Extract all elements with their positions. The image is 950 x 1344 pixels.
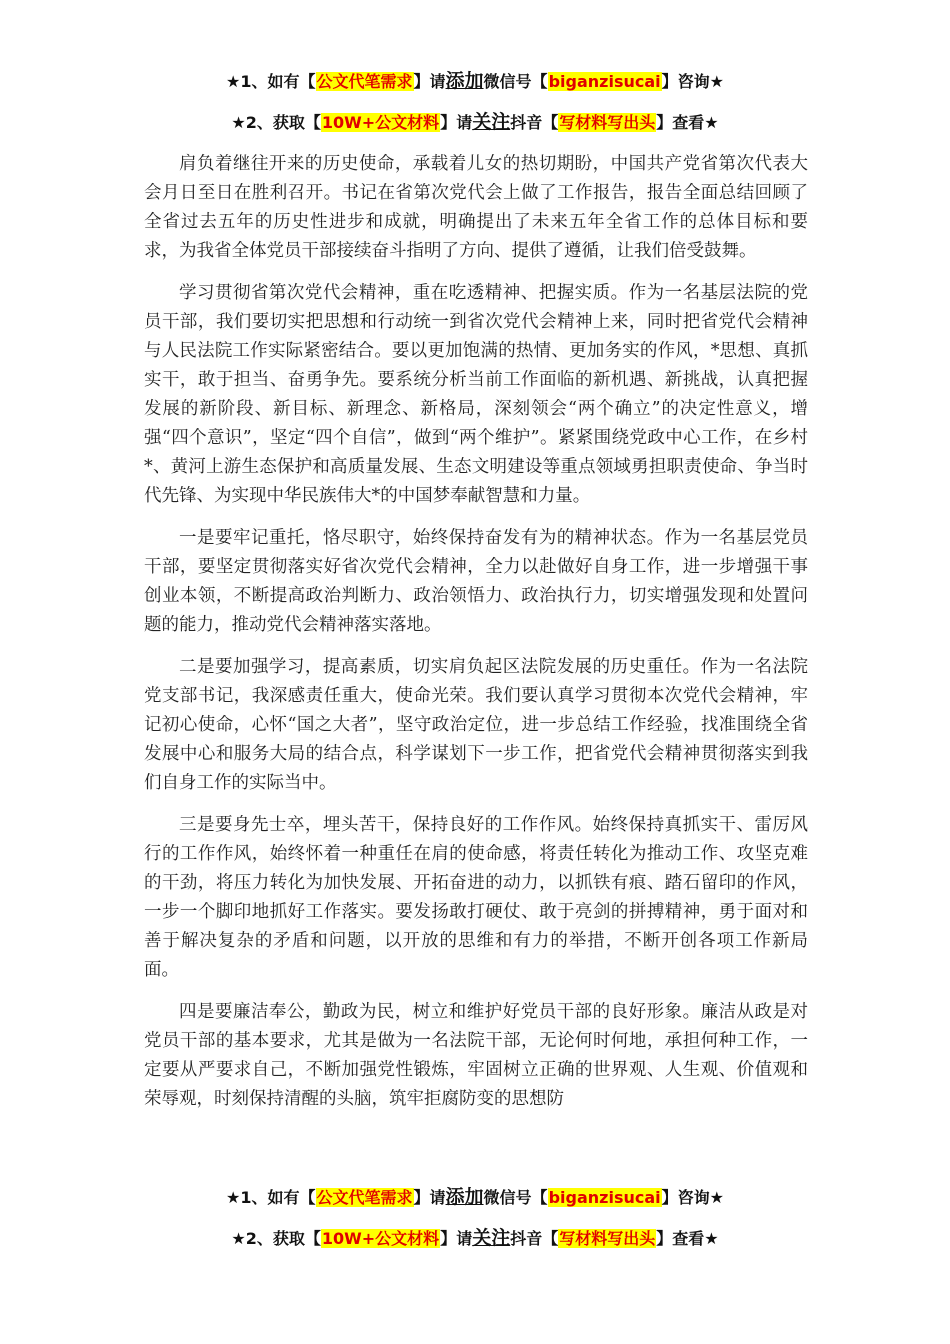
banner-prefix: ★1、如有【 [226, 1188, 316, 1207]
banner-emphasis: 关注 [472, 1227, 511, 1249]
banner-text: 抖音【 [510, 113, 559, 132]
banner-suffix: 】咨询★ [661, 72, 724, 91]
banner-highlight: 公文代笔需求 [316, 72, 413, 91]
banner-emphasis: 关注 [472, 111, 511, 133]
banner-emphasis: 添加 [445, 70, 484, 92]
header-banner-line-1 [0, 70, 950, 93]
paragraph-study: 学习贯彻省第次党代会精神，重在吃透精神、把握实质。作为一名基层法院的党员干部，我们要切实把思想和行动统一到省次党代会精神上来，同时把省党代会精神与人民法院工作实际紧密结合。要以更加饱满的热情、更加务实的作风，*思想、真抓实干，敢于担当、奋勇争先。要系统分析当前工作面临的新机遇、新挑战，认真把握发展的新阶段、新目标、新理念、新格局，深刻领会“两个确立”的决定性意义，增强“四个意识”，坚定“四个自信”，做到“两个维护”。紧紧围绕党政中心工作，在乡村*、黄河上游生态保护和高质量发展、生态文明建设等重点领域勇担职责使命、争当时代先锋、为实现中华民族伟大*的中国梦奉献智慧和力量。 [144, 283, 808, 506]
banner-highlight: 公文代笔需求 [316, 1188, 413, 1207]
banner-suffix: 】查看★ [656, 1229, 719, 1248]
banner-text: 微信号【 [483, 1188, 548, 1207]
banner-highlight: 10W+公文材料 [321, 113, 440, 132]
banner-prefix: ★2、获取【 [231, 1229, 321, 1248]
banner-text: 】请 [413, 1188, 446, 1207]
footer-banner-line-1 [0, 1186, 950, 1209]
banner-prefix: ★1、如有【 [226, 72, 316, 91]
banner-text: 抖音【 [510, 1229, 559, 1248]
paragraph-point-3: 三是要身先士卒，埋头苦干，保持良好的工作作风。始终保持真抓实干、雷厉风行的工作作风，始终怀着一种重任在肩的使命感，将责任转化为推动工作、攻坚克难的干劲，将压力转化为加快发展、开拓奋进的动力，以抓铁有痕、踏石留印的作风，一步一个脚印地抓好工作落实。要发扬敢打硬仗、敢于亮剑的拼搏精神，勇于面对和善于解决复杂的矛盾和问题，以开放的思维和有力的举措，不断开创各项工作新局面。 [144, 815, 808, 980]
banner-prefix: ★2、获取【 [231, 113, 321, 132]
banner-text: 微信号【 [483, 72, 548, 91]
header-banner-line-2 [0, 111, 950, 134]
banner-wechat-id: biganzisucai [548, 1188, 661, 1207]
footer-banner-line-2 [0, 1227, 950, 1250]
banner-text: 】请 [413, 72, 446, 91]
banner-wechat-id: biganzisucai [548, 72, 661, 91]
banner-suffix: 】查看★ [656, 113, 719, 132]
banner-highlight: 10W+公文材料 [321, 1229, 440, 1248]
banner-text: 】请 [440, 113, 473, 132]
banner-text: 】请 [440, 1229, 473, 1248]
paragraph-point-1: 一是要牢记重托，恪尽职守，始终保持奋发有为的精神状态。作为一名基层党员干部，要坚定贯彻落实好省次党代会精神，全力以赴做好自身工作，进一步增强干事创业本领，不断提高政治判断力、政治领悟力、政治执行力，切实增强发现和处置问题的能力，推动党代会精神落实落地。 [144, 528, 808, 635]
paragraph-intro: 肩负着继往开来的历史使命，承载着儿女的热切期盼，中国共产党省第次代表大会月日至日在胜利召开。书记在省第次党代会上做了工作报告，报告全面总结回顾了全省过去五年的历史性进步和成就，明确提出了未来五年全省工作的总体目标和要求，为我省全体党员干部接续奋斗指明了方向、提供了遵循，让我们倍受鼓舞。 [144, 154, 808, 261]
banner-douyin-id: 写材料写出头 [559, 113, 656, 132]
document-body [144, 150, 808, 1127]
paragraph-point-2: 二是要加强学习，提高素质，切实肩负起区法院发展的历史重任。作为一名法院党支部书记，我深感责任重大，使命光荣。我们要认真学习贯彻本次党代会精神，牢记初心使命，心怀“国之大者”，坚守政治定位，进一步总结工作经验，找准围绕全省发展中心和服务大局的结合点，科学谋划下一步工作，把省党代会精神贯彻落实到我们自身工作的实际当中。 [144, 657, 808, 793]
paragraph-point-4: 四是要廉洁奉公，勤政为民，树立和维护好党员干部的良好形象。廉洁从政是对党员干部的基本要求，尤其是做为一名法院干部，无论何时何地，承担何种工作，一定要从严要求自己，不断加强党性锻炼，牢固树立正确的世界观、人生观、价值观和荣辱观，时刻保持清醒的头脑，筑牢拒腐防变的思想防 [144, 1002, 808, 1109]
banner-douyin-id: 写材料写出头 [559, 1229, 656, 1248]
banner-emphasis: 添加 [445, 1186, 484, 1208]
banner-suffix: 】咨询★ [661, 1188, 724, 1207]
